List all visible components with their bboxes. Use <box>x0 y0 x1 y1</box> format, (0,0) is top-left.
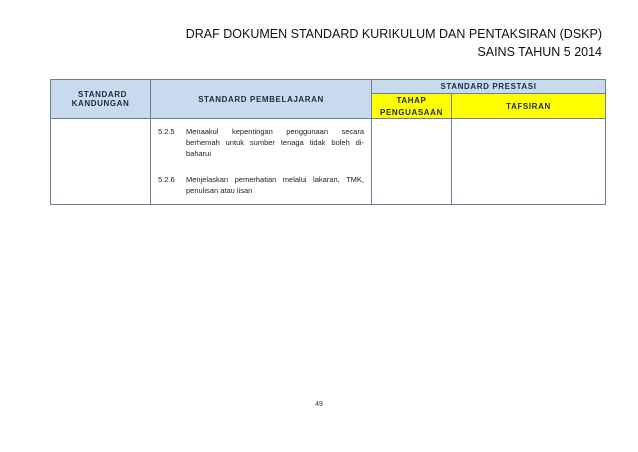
learning-standard-text: Menjelaskan pemerhatian melalui lakaran, TMK, penulisan atau lisan <box>186 175 364 195</box>
header-standard-prestasi: STANDARD PRESTASI <box>372 80 606 94</box>
learning-standard-text: Menaakul kepentingan penggunaan secara berhemah untuk sumber tenaga tidak boleh di-baharui <box>186 127 364 158</box>
learning-standard-item <box>158 126 364 159</box>
learning-standard-item <box>158 174 364 196</box>
header-tahap-line1: TAHAP <box>396 95 427 105</box>
tafsiran-cell <box>452 119 606 205</box>
page-number: 49 <box>315 401 323 408</box>
tahap-penguasaan-cell <box>372 119 452 205</box>
header-standard-kandungan-line2: KANDUNGAN <box>71 99 130 108</box>
standard-pembelajaran-cell <box>151 119 372 205</box>
document-header <box>186 26 602 60</box>
header-tahap-line2: PENGUASAAN <box>380 107 443 117</box>
header-tafsiran: TAFSIRAN <box>452 94 606 119</box>
document-title: DRAF DOKUMEN STANDARD KURIKULUM DAN PENTAKSIRAN (DSKP) <box>185 27 602 41</box>
standard-kandungan-cell <box>51 119 151 205</box>
dskp-table <box>50 79 606 205</box>
document-subtitle: SAINS TAHUN 5 2014 <box>477 45 602 59</box>
header-standard-kandungan-line1: STANDARD <box>77 90 128 99</box>
header-tahap-penguasaan <box>372 94 452 119</box>
learning-standard-number: 5.2.6 <box>158 175 175 184</box>
learning-standard-number: 5.2.5 <box>158 127 175 136</box>
header-standard-pembelajaran: STANDARD PEMBELAJARAN <box>151 80 372 119</box>
header-standard-kandungan <box>51 80 151 119</box>
